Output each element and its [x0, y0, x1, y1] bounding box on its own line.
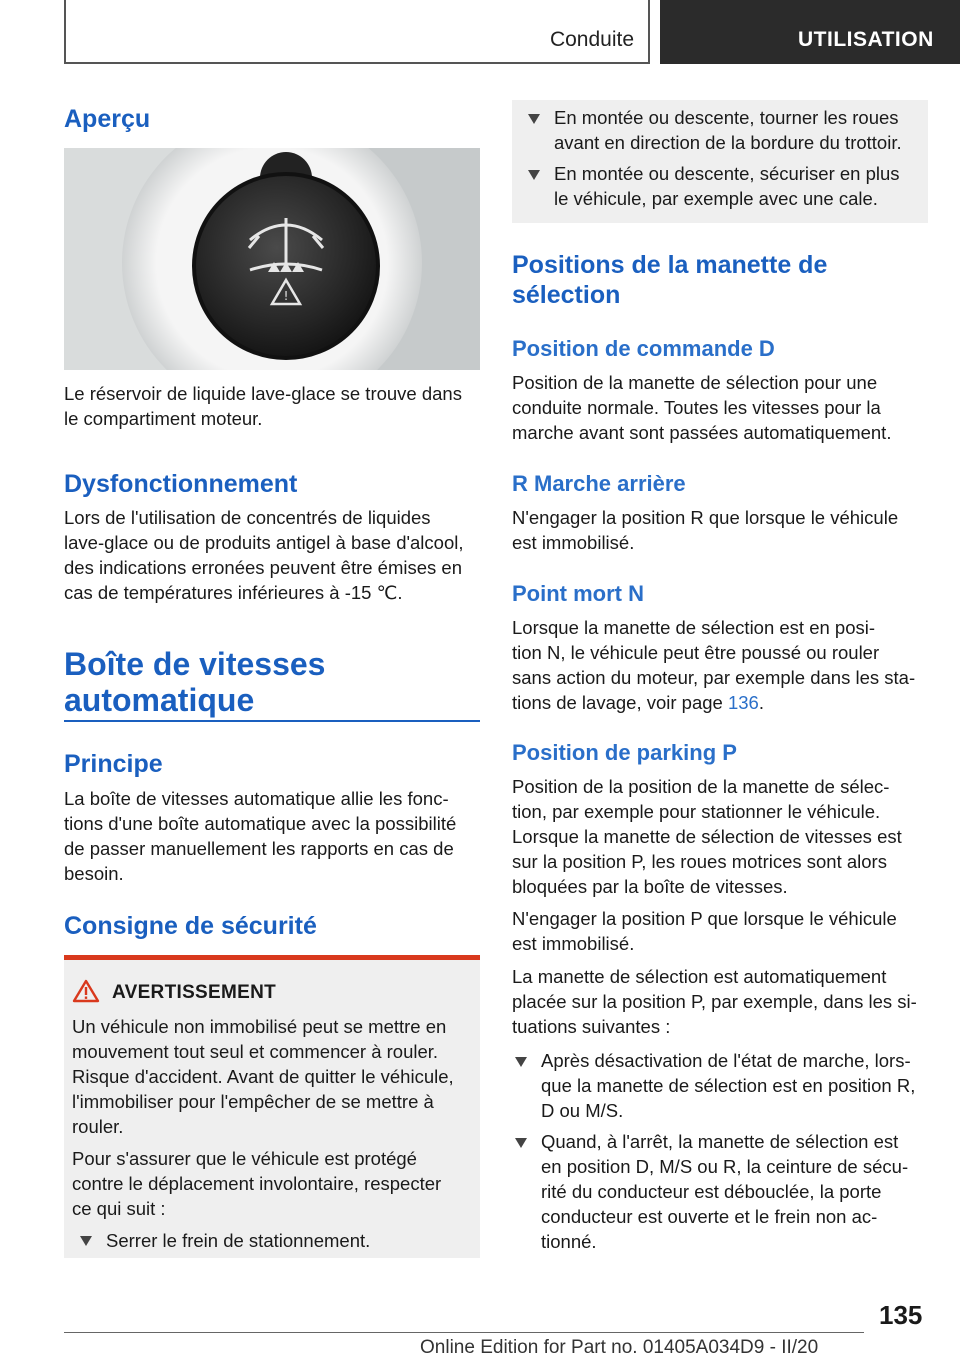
- bullet-triangle-icon: [80, 1236, 92, 1246]
- warning-text-2: Pour s'assurer que le véhicule est protégé contre le déplacement involontaire, respecter ce qui suit :: [72, 1148, 442, 1219]
- heading-position-n: Point mort N: [512, 581, 644, 606]
- heading-consigne: Consigne de sécurité: [64, 912, 317, 940]
- heading-boite-vitesses: Boîte de vitesses automatique: [64, 646, 326, 718]
- heading-apercu: Aperçu: [64, 105, 151, 133]
- heading-dysfonctionnement: Dysfonctionnement: [64, 470, 298, 498]
- chapter-rule: [64, 720, 480, 722]
- bullet-triangle-icon: [528, 170, 540, 180]
- position-p-bullet-1: Après désactivation de l'état de marche, lors‐ que la manette de sélection est en position R, D ou M/S.: [541, 1050, 916, 1121]
- bullet-triangle-icon: [515, 1057, 527, 1067]
- dysfonctionnement-text: Lors de l'utilisation de concentrés de liquides lave-glace ou de produits antigel à base d'alcool, des indications erronées peuvent être émises en cas de températures inférieures à -15 ℃.: [64, 507, 464, 603]
- position-p-text-2: N'engager la position P que lorsque le véhicule est immobilisé.: [512, 908, 897, 954]
- position-n-text: Lorsque la manette de sélection est en posi‐ tion N, le véhicule peut être poussé ou rouler sans action du moteur, par exemple dans les sta‐ tions de lavage, voir page 136.: [512, 617, 916, 713]
- bullet-triangle-icon: [515, 1138, 527, 1148]
- warning-title: AVERTISSEMENT: [112, 982, 277, 1003]
- header-chapter: UTILISATION: [660, 0, 960, 64]
- position-p-bullet-2: Quand, à l'arrêt, la manette de sélection est en position D, M/S ou R, la ceinture de sécu‐ rité du conducteur est débouclée, la porte conducteur est ouverte et le frein non ac‐ tionné.: [541, 1131, 909, 1252]
- position-r-text: N'engager la position R que lorsque le véhicule est immobilisé.: [512, 507, 899, 553]
- footer-edition: Online Edition for Part no. 01405A034D9 - II/20: [420, 1337, 819, 1358]
- principe-text: La boîte de vitesses automatique allie les fonc‐ tions d'une boîte automatique avec la possibilité de passer manuellement les rapports en cas de besoin.: [64, 788, 457, 884]
- position-d-text: Position de la manette de sélection pour une conduite normale. Toutes les vitesses pour la marche avant sont passées automatiquement.: [512, 372, 892, 443]
- header-section: Conduite: [549, 28, 634, 51]
- apercu-text: Le réservoir de liquide lave-glace se trouve dans le compartiment moteur.: [64, 383, 462, 429]
- heading-position-d: Position de commande D: [512, 336, 775, 361]
- washer-cap-illustration: [64, 148, 480, 370]
- warning-bullet: Serrer le frein de stationnement.: [106, 1230, 371, 1251]
- heading-principe: Principe: [64, 750, 163, 778]
- page-link-136[interactable]: 136: [727, 692, 759, 713]
- heading-position-p: Position de parking P: [512, 740, 737, 765]
- svg-text:!: !: [283, 289, 289, 303]
- heading-position-r: R Marche arrière: [512, 471, 686, 496]
- note-bullet-1: En montée ou descente, tourner les roues avant en direction de la bordure du trottoir.: [554, 107, 902, 153]
- footer-rule: [64, 1332, 864, 1333]
- heading-positions: Positions de la manette de sélection: [512, 251, 828, 309]
- position-p-text-1: Position de la position de la manette de sélec‐ tion, par exemple pour stationner le véhicule. Lorsque la manette de sélection de vitesses est sur la position P, les roues motrices sont alors bloquées par la boîte de vitesses.: [512, 776, 902, 897]
- note-bullet-2: En montée ou descente, sécuriser en plus le véhicule, par exemple avec une cale.: [554, 163, 900, 209]
- washer-reservoir-photo: [64, 148, 480, 370]
- warning-text-1: Un véhicule non immobilisé peut se mettre en mouvement tout seul et commencer à rouler. Risque d'accident. Avant de quitter le véhicule, l'immobiliser pour l'empêcher de se mettre à rouler.: [72, 1016, 454, 1137]
- warning-triangle-icon: [72, 979, 100, 1003]
- page-number: 135: [879, 1300, 923, 1330]
- bullet-triangle-icon: [528, 114, 540, 124]
- position-p-text-3: La manette de sélection est automatiquement placée sur la position P, par exemple, dans les si‐ tuations suivantes :: [512, 966, 917, 1037]
